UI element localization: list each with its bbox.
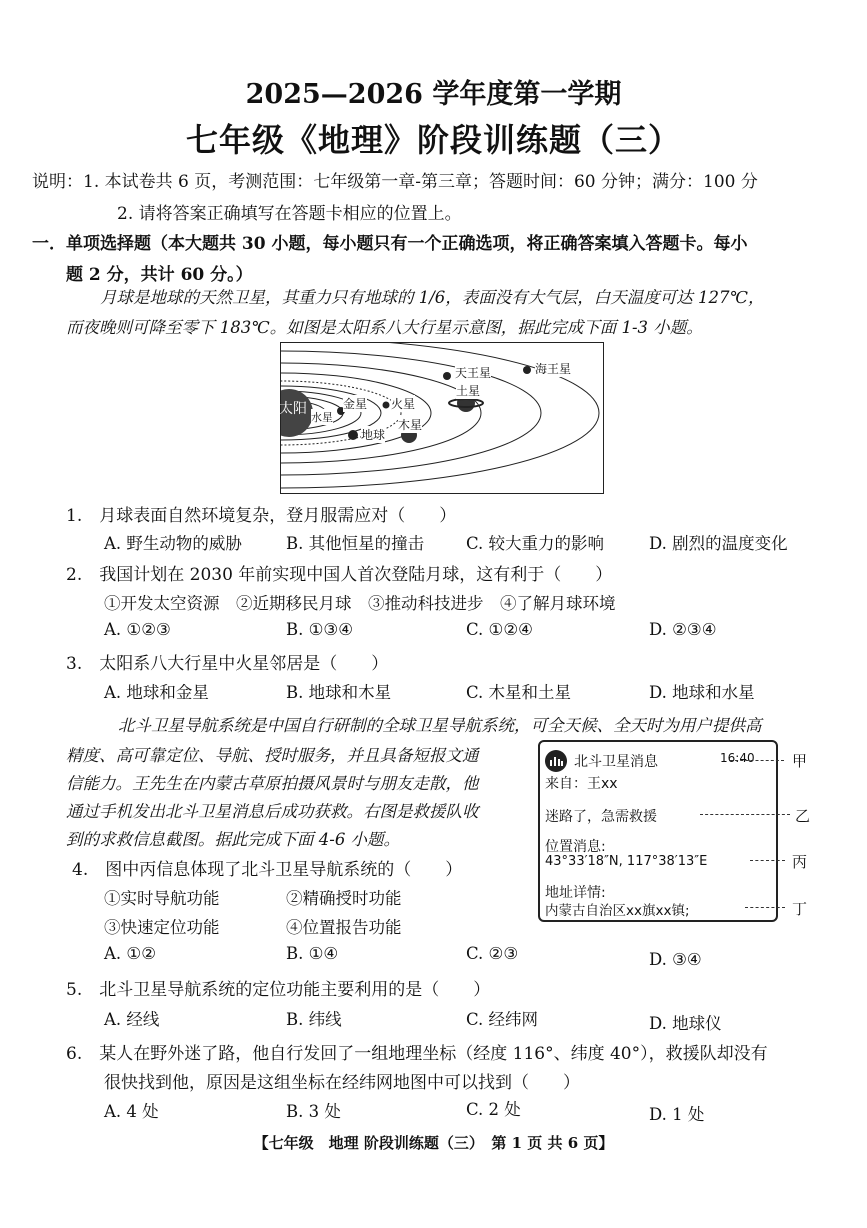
question-2-option-b: B. ①③④ [286, 620, 353, 639]
neptune-icon [523, 366, 531, 374]
marker-ding: 丁 [792, 900, 808, 918]
address-label: 地址详情: [545, 885, 606, 901]
location-label: 位置消息: [545, 839, 606, 855]
question-4-item-1: ①实时导航功能 [104, 889, 220, 908]
sun-label: 太阳 [279, 401, 307, 417]
earth-icon [348, 430, 358, 440]
question-3-option-d: D. 地球和水星 [649, 683, 755, 702]
question-4-item-4: ④位置报告功能 [286, 918, 402, 937]
exam-title-subject: 七年级《地理》阶段训练题（三） [185, 121, 681, 159]
beidou-message-card [538, 740, 778, 922]
question-2-option-d: D. ②③④ [649, 620, 717, 639]
question-4-option-a: A. ①② [104, 944, 156, 963]
question-6-option-b: B. 3 处 [286, 1102, 341, 1121]
marker-yi: 乙 [795, 807, 811, 825]
passage2-line4: 通过手机发出北斗卫星消息后成功获救。右图是救援队收 [66, 802, 479, 821]
marker-bing-leader [750, 860, 785, 861]
marker-jia: 甲 [792, 752, 808, 770]
uranus-label: 天王星 [455, 366, 492, 380]
question-6-stem: 6. 某人在野外迷了路，他自行发回了一组地理坐标（经度 116°、纬度 40°），救援队却没有 [66, 1044, 768, 1064]
page-footer: 【七年级 地理 阶段训练题（三） 第 1 页 共 6 页】 [253, 1134, 614, 1152]
question-2-stem: 2. 我国计划在 2030 年前实现中国人首次登陆月球，这有利于（ ） [66, 565, 613, 585]
question-1-option-b: B. 其他恒星的撞击 [286, 534, 425, 553]
app-title: 北斗卫星消息 [574, 754, 658, 770]
venus-label: 金星 [343, 397, 368, 411]
section1-heading: 一．单项选择题（本大题共 30 小题，每小题只有一个正确选项，将正确答案填入答题卡。每小 [32, 234, 748, 254]
question-6-stem-cont: 很快找到他，原因是这组坐标在经纬网地图中可以找到（ ） [104, 1073, 580, 1093]
question-3-option-c: C. 木星和土星 [466, 683, 572, 702]
question-3-option-a: A. 地球和金星 [104, 683, 209, 702]
question-2-items: ①开发太空资源 ②近期移民月球 ③推动科技进步 ④了解月球环境 [104, 594, 616, 613]
marker-jia-leader [730, 760, 784, 761]
passage2-line3: 信能力。王先生在内蒙古草原拍摄风景时与朋友走散，他 [66, 774, 479, 793]
passage2-line2: 精度、高可靠定位、导航、授时服务，并且具备短报文通 [66, 746, 479, 765]
instructions-line1: 说明：1. 本试卷共 6 页，考测范围：七年级第一章-第三章；答题时间：60 分钟；满分：100 分 [32, 172, 758, 192]
question-4-item-2: ②精确授时功能 [286, 889, 402, 908]
saturn-label: 土星 [456, 384, 481, 398]
mars-label: 火星 [391, 397, 416, 411]
passage1-line2: 而夜晚则可降至零下 183℃。如图是太阳系八大行星示意图，据此完成下面 1-3 小题。 [66, 318, 703, 337]
passage1-line1: 月球是地球的天然卫星，其重力只有地球的 1/6，表面没有大气层，白天温度可达 127℃， [100, 288, 765, 307]
passage2-line5: 到的求救信息截图。据此完成下面 4-6 小题。 [66, 830, 401, 849]
marker-bing: 丙 [792, 853, 808, 871]
instructions-line2: 2. 请将答案正确填写在答题卡相应的位置上。 [117, 204, 462, 224]
question-1-option-d: D. 剧烈的温度变化 [649, 534, 788, 553]
question-4-option-b: B. ①④ [286, 944, 339, 963]
marker-ding-leader [745, 907, 785, 908]
mars-icon [383, 402, 390, 409]
question-2-option-a: A. ①②③ [104, 620, 171, 639]
question-4-option-c: C. ②③ [466, 944, 519, 963]
location-coordinates: 43°33′18″N, 117°38′13″E [545, 854, 708, 869]
question-6-option-c: C. 2 处 [466, 1100, 521, 1119]
passage2-line1: 北斗卫星导航系统是中国自行研制的全球卫星导航系统，可全天候、全天时为用户提供高 [118, 716, 762, 735]
question-3-option-b: B. 地球和木星 [286, 683, 392, 702]
marker-yi-leader [700, 814, 790, 815]
question-5-option-b: B. 纬线 [286, 1010, 342, 1029]
question-5-option-a: A. 经线 [104, 1010, 160, 1029]
question-6-option-d: D. 1 处 [649, 1105, 705, 1124]
message-text: 迷路了，急需救援 [545, 809, 657, 825]
address-detail: 内蒙古自治区xx旗xx镇; [545, 903, 690, 919]
question-2-option-c: C. ①②④ [466, 620, 533, 639]
earth-label: 地球 [361, 428, 386, 442]
question-1-option-a: A. 野生动物的威胁 [104, 534, 242, 553]
question-5-stem: 5. 北斗卫星导航系统的定位功能主要利用的是（ ） [66, 980, 491, 1000]
question-6-option-a: A. 4 处 [104, 1102, 159, 1121]
question-1-option-c: C. 较大重力的影响 [466, 534, 605, 553]
solar-system-figure [280, 342, 604, 494]
beidou-app-icon [545, 750, 567, 772]
question-5-option-c: C. 经纬网 [466, 1010, 539, 1029]
question-1-stem: 1. 月球表面自然环境复杂，登月服需应对（ ） [66, 506, 457, 526]
message-time: 16:40 [720, 751, 755, 765]
section1-heading-cont: 题 2 分，共计 60 分。） [66, 265, 253, 285]
uranus-icon [443, 372, 451, 380]
jupiter-label: 木星 [398, 418, 423, 432]
neptune-label: 海王星 [535, 362, 572, 376]
mercury-label: 水星 [311, 411, 333, 424]
question-3-stem: 3. 太阳系八大行星中火星邻居是（ ） [66, 654, 389, 674]
question-4-option-d: D. ③④ [649, 950, 702, 969]
question-4-item-3: ③快速定位功能 [104, 918, 220, 937]
question-4-stem: 4. 图中丙信息体现了北斗卫星导航系统的（ ） [72, 860, 463, 880]
message-sender: 来自：王xx [545, 776, 618, 792]
question-5-option-d: D. 地球仪 [649, 1014, 722, 1033]
exam-title-year: 2025—2026 学年度第一学期 [245, 79, 622, 110]
